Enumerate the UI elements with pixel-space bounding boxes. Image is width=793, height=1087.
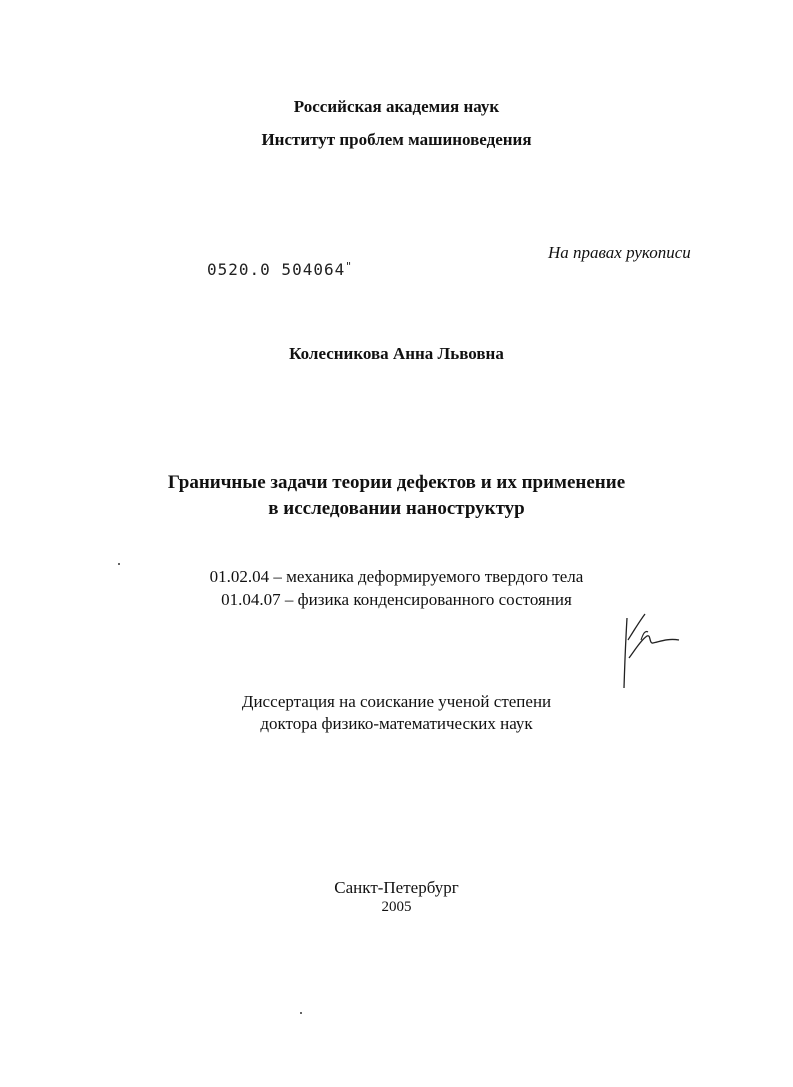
library-stamp-number xyxy=(207,260,353,279)
stamp-number-text: 0520.0 504064 xyxy=(207,260,346,279)
specialty-code-1: 01.02.04 – механика деформируемого твердого тела xyxy=(209,567,584,586)
dissertation-title-line-2: в исследовании наноструктур xyxy=(268,498,525,519)
specialty-code-2: 01.04.07 – физика конденсированного состояния xyxy=(221,590,572,609)
scan-speck-1 xyxy=(118,563,120,565)
institute-name: Институт проблем машиноведения xyxy=(261,130,532,149)
city: Санкт-Петербург xyxy=(334,878,459,897)
degree-line-2: доктора физико-математических наук xyxy=(260,714,533,733)
manuscript-rights-note: На правах рукописи xyxy=(548,243,691,262)
dissertation-title-line-1: Граничные задачи теории дефектов и их применение xyxy=(167,472,626,493)
academy-name: Российская академия наук xyxy=(293,97,500,116)
scan-speck-2 xyxy=(300,1012,302,1014)
handwritten-signature xyxy=(615,610,690,695)
author-name: Колесникова Анна Львовна xyxy=(289,344,504,363)
degree-line-1: Диссертация на соискание ученой степени xyxy=(241,692,552,711)
year: 2005 xyxy=(381,899,412,915)
stamp-mark: " xyxy=(345,260,353,273)
